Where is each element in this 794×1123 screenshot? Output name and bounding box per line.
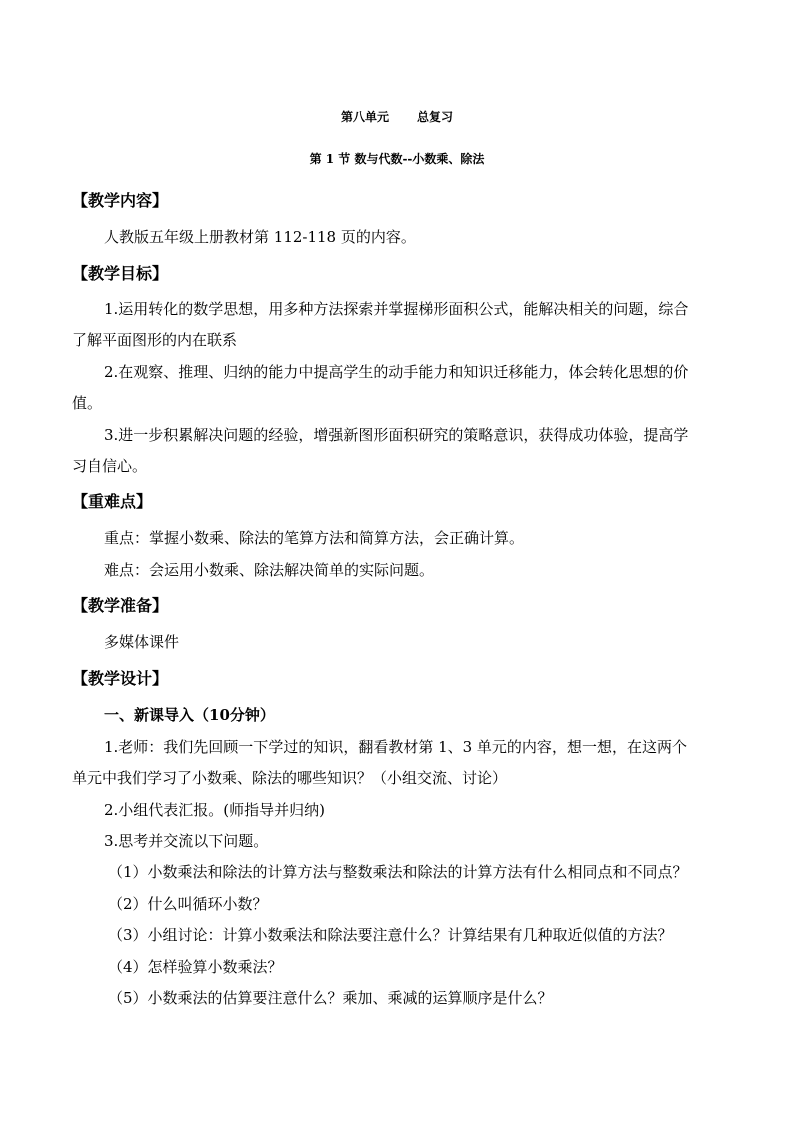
heading-preparation: 【教学准备】	[72, 596, 169, 615]
question-2: （2）什么叫循环小数？	[108, 895, 268, 913]
teaching-content-text: 人教版五年级上册教材第 112-118 页的内容。	[104, 228, 416, 246]
unit-title	[0, 102, 794, 132]
unit-title-unit: 第八单元	[340, 110, 389, 124]
step-1-line-1: 1.老师：我们先回顾一下学过的知识，翻看教材第 1、3 单元的内容，想一想，在这两个	[104, 738, 687, 756]
key-point-text: 重点：掌握小数乘、除法的笔算方法和简算方法，会正确计算。	[104, 529, 525, 547]
goal-1-line-1: 1.运用转化的数学思想，用多种方法探索并掌握梯形面积公式，能解决相关的问题，综合	[104, 300, 689, 318]
goal-3-line-1: 3.进一步积累解决问题的经验，增强新图形面积研究的策略意识，获得成功体验，提高学	[104, 426, 689, 444]
goal-2-line-1: 2.在观察、推理、归纳的能力中提高学生的动手能力和知识迁移能力，体会转化思想的价	[104, 363, 689, 381]
heading-teaching-goals: 【教学目标】	[72, 264, 169, 283]
section-title: 第 1 节 数与代数--小数乘、除法	[309, 152, 485, 166]
question-3: （3）小组讨论：计算小数乘法和除法要注意什么？计算结果有几种取近似值的方法？	[108, 926, 673, 944]
question-4: （4）怎样验算小数乘法？	[108, 958, 283, 976]
heading-key-points: 【重难点】	[72, 492, 153, 511]
part-1-title: 一、新课导入（10分钟）	[104, 706, 275, 724]
heading-teaching-design: 【教学设计】	[72, 669, 169, 688]
unit-title-review: 总复习	[417, 110, 454, 124]
goal-1-line-2: 了解平面图形的内在联系	[72, 331, 238, 349]
preparation-text: 多媒体课件	[104, 633, 180, 651]
step-2-text: 2.小组代表汇报。(师指导并归纳)	[104, 801, 326, 819]
step-3-text: 3.思考并交流以下问题。	[104, 832, 269, 850]
heading-teaching-content: 【教学内容】	[72, 191, 169, 210]
goal-2-line-2: 值。	[72, 394, 103, 412]
step-1-line-2: 单元中我们学习了小数乘、除法的哪些知识？（小组交流、讨论）	[72, 769, 508, 787]
difficulty-text: 难点：会运用小数乘、除法解决简单的实际问题。	[104, 561, 435, 579]
question-5: （5）小数乘法的估算要注意什么？乘加、乘减的运算顺序是什么？	[108, 989, 553, 1007]
question-1: （1）小数乘法和除法的计算方法与整数乘法和除法的计算方法有什么相同点和不同点？	[108, 863, 688, 881]
goal-3-line-2: 习自信心。	[72, 457, 148, 475]
